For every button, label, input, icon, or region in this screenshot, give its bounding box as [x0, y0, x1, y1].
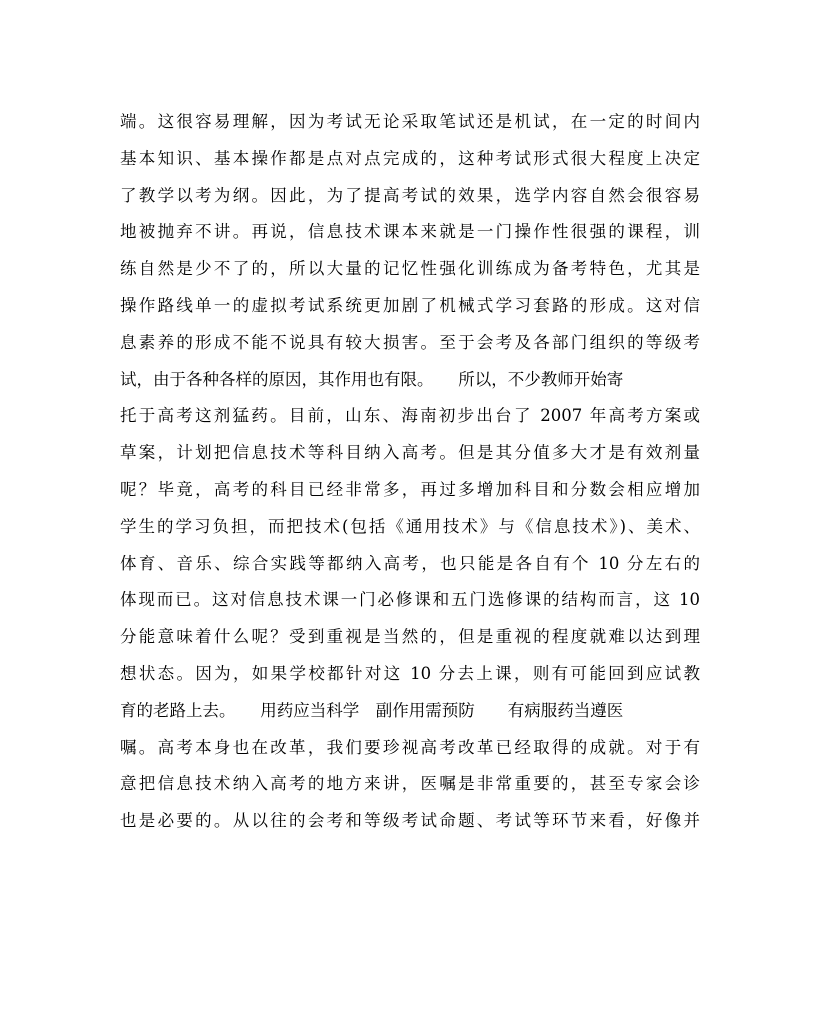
text-line: 基本知识、基本操作都是点对点完成的，这种考试形式很大程度上决定	[120, 148, 700, 168]
text-line: 意把信息技术纳入高考的地方来讲，医嘱是非常重要的，甚至专家会诊	[120, 774, 700, 794]
text-line: 端。这很容易理解，因为考试无论采取笔试还是机试，在一定的时间内	[120, 112, 700, 131]
text-line: 想状态。因为，如果学校都针对这 10 分去上课，则有可能回到应试教	[120, 663, 700, 683]
text-line: 试，由于各种各样的原因，其作用也有限。 所以，不少教师开始寄	[120, 369, 624, 389]
text-line: 体育、音乐、综合实践等都纳入高考，也只能是各自有个 10 分左右的	[120, 553, 700, 573]
text-line: 草案，计划把信息技术等科目纳入高考。但是其分值多大才是有效剂量	[120, 443, 700, 463]
body-text	[120, 104, 700, 840]
text-line: 操作路线单一的虚拟考试系统更加剧了机械式学习套路的形成。这对信	[120, 295, 700, 315]
text-line: 嘱。高考本身也在改革，我们要珍视高考改革已经取得的成就。对于有	[120, 737, 700, 757]
text-line: 托于高考这剂猛药。目前，山东、海南初步出台了 2007 年高考方案或	[120, 406, 700, 426]
text-line: 育的老路上去。 用药应当科学 副作用需预防 有病服药当遵医	[120, 700, 624, 720]
text-line: 呢？毕竟，高考的科目已经非常多，再过多增加科目和分数会相应增加	[120, 479, 700, 499]
text-line: 息素养的形成不能不说具有较大损害。至于会考及各部门组织的等级考	[120, 332, 700, 352]
text-line: 练自然是少不了的，所以大量的记忆性强化训练成为备考特色，尤其是	[120, 259, 700, 279]
text-line: 学生的学习负担，而把技术(包括《通用技术》与《信息技术》)、美术、	[120, 516, 700, 536]
text-line: 了教学以考为纲。因此，为了提高考试的效果，选学内容自然会很容易	[120, 185, 700, 205]
text-line: 体现而已。这对信息技术课一门必修课和五门选修课的结构而言，这 10	[120, 590, 700, 610]
text-line: 地被抛弃不讲。再说，信息技术课本来就是一门操作性很强的课程，训	[120, 222, 700, 242]
text-line: 分能意味着什么呢？受到重视是当然的，但是重视的程度就难以达到理	[120, 627, 700, 647]
text-line: 也是必要的。从以往的会考和等级考试命题、考试等环节来看，好像并	[120, 811, 700, 831]
